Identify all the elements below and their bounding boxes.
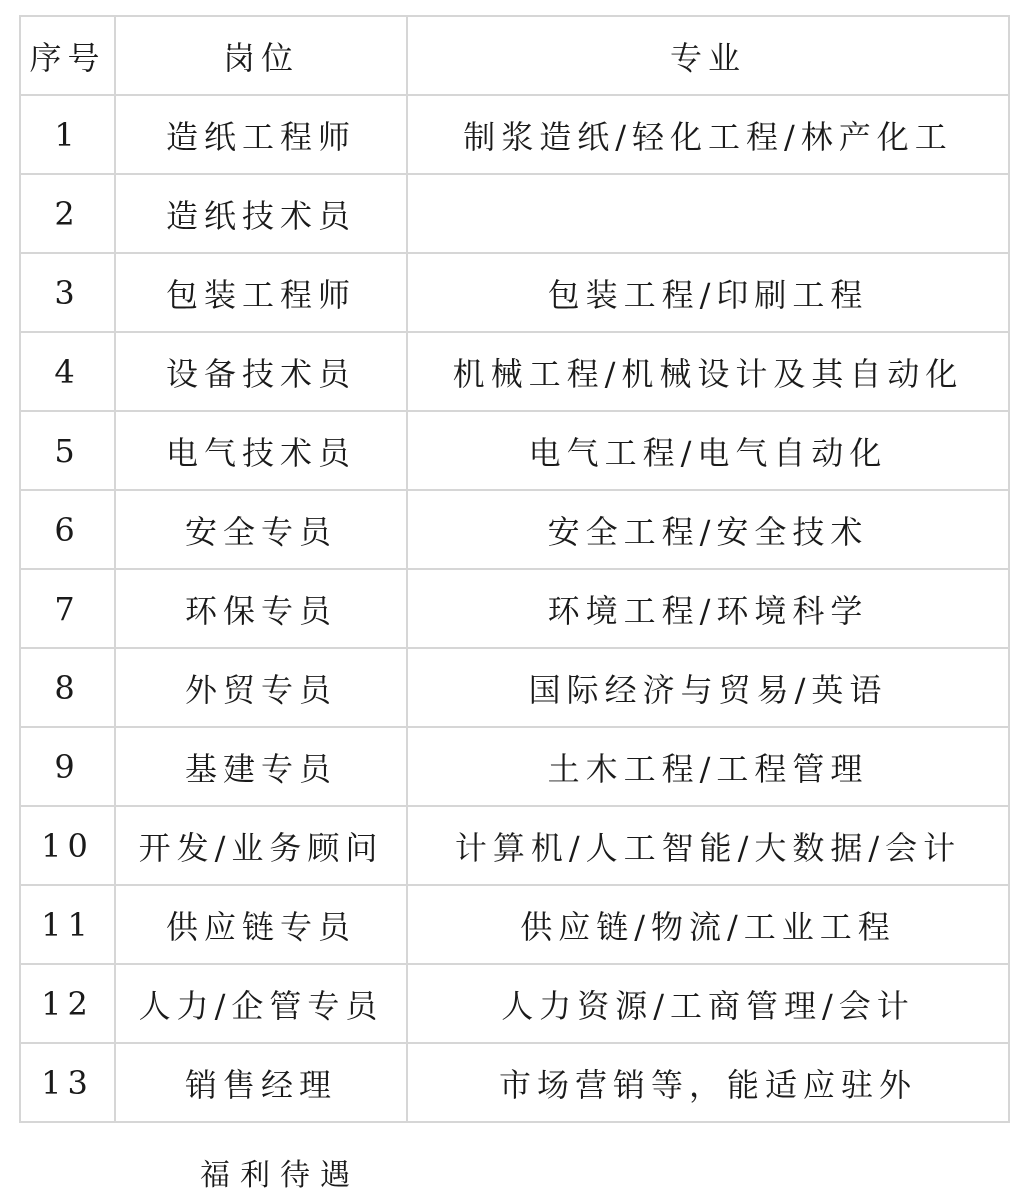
table-row bbox=[20, 648, 1009, 727]
row-number: 9 bbox=[20, 727, 115, 806]
header-position: 岗位 bbox=[115, 16, 407, 95]
table-row bbox=[20, 1043, 1009, 1122]
row-major: 电气工程/电气自动化 bbox=[407, 411, 1009, 490]
row-major: 环境工程/环境科学 bbox=[407, 569, 1009, 648]
row-major: 安全工程/安全技术 bbox=[407, 490, 1009, 569]
row-number: 5 bbox=[20, 411, 115, 490]
row-major: 计算机/人工智能/大数据/会计 bbox=[407, 806, 1009, 885]
table-row bbox=[20, 95, 1009, 174]
row-major: 国际经济与贸易/英语 bbox=[407, 648, 1009, 727]
row-position: 销售经理 bbox=[115, 1043, 407, 1122]
row-number: 11 bbox=[20, 885, 115, 964]
row-number: 6 bbox=[20, 490, 115, 569]
row-major: 制浆造纸/轻化工程/林产化工 bbox=[407, 95, 1009, 174]
row-major: 供应链/物流/工业工程 bbox=[407, 885, 1009, 964]
table-row bbox=[20, 490, 1009, 569]
job-positions-table bbox=[19, 15, 1010, 1123]
row-major: 机械工程/机械设计及其自动化 bbox=[407, 332, 1009, 411]
table-row bbox=[20, 411, 1009, 490]
row-major: 人力资源/工商管理/会计 bbox=[407, 964, 1009, 1043]
row-position: 造纸工程师 bbox=[115, 95, 407, 174]
row-position: 开发/业务顾问 bbox=[115, 806, 407, 885]
row-number: 3 bbox=[20, 253, 115, 332]
row-position: 基建专员 bbox=[115, 727, 407, 806]
row-position: 外贸专员 bbox=[115, 648, 407, 727]
footer-text-fragment: 福利待遇 bbox=[200, 1158, 360, 1193]
row-major bbox=[407, 174, 1009, 253]
row-position: 供应链专员 bbox=[115, 885, 407, 964]
table-row bbox=[20, 569, 1009, 648]
row-position: 包装工程师 bbox=[115, 253, 407, 332]
row-major: 市场营销等，能适应驻外 bbox=[407, 1043, 1009, 1122]
row-number: 4 bbox=[20, 332, 115, 411]
table-row bbox=[20, 174, 1009, 253]
row-major: 包装工程/印刷工程 bbox=[407, 253, 1009, 332]
row-position: 设备技术员 bbox=[115, 332, 407, 411]
row-position: 造纸技术员 bbox=[115, 174, 407, 253]
table-body bbox=[20, 95, 1009, 1122]
table-row bbox=[20, 332, 1009, 411]
row-position: 电气技术员 bbox=[115, 411, 407, 490]
header-major: 专业 bbox=[407, 16, 1009, 95]
table-row bbox=[20, 253, 1009, 332]
row-position: 安全专员 bbox=[115, 490, 407, 569]
row-number: 10 bbox=[20, 806, 115, 885]
table-row bbox=[20, 964, 1009, 1043]
row-number: 2 bbox=[20, 174, 115, 253]
table-header-row bbox=[20, 16, 1009, 95]
row-major: 土木工程/工程管理 bbox=[407, 727, 1009, 806]
table-row bbox=[20, 885, 1009, 964]
row-number: 8 bbox=[20, 648, 115, 727]
table-row bbox=[20, 806, 1009, 885]
row-number: 1 bbox=[20, 95, 115, 174]
table-row bbox=[20, 727, 1009, 806]
row-number: 13 bbox=[20, 1043, 115, 1122]
row-number: 12 bbox=[20, 964, 115, 1043]
row-position: 环保专员 bbox=[115, 569, 407, 648]
row-number: 7 bbox=[20, 569, 115, 648]
header-no: 序号 bbox=[20, 16, 115, 95]
row-position: 人力/企管专员 bbox=[115, 964, 407, 1043]
